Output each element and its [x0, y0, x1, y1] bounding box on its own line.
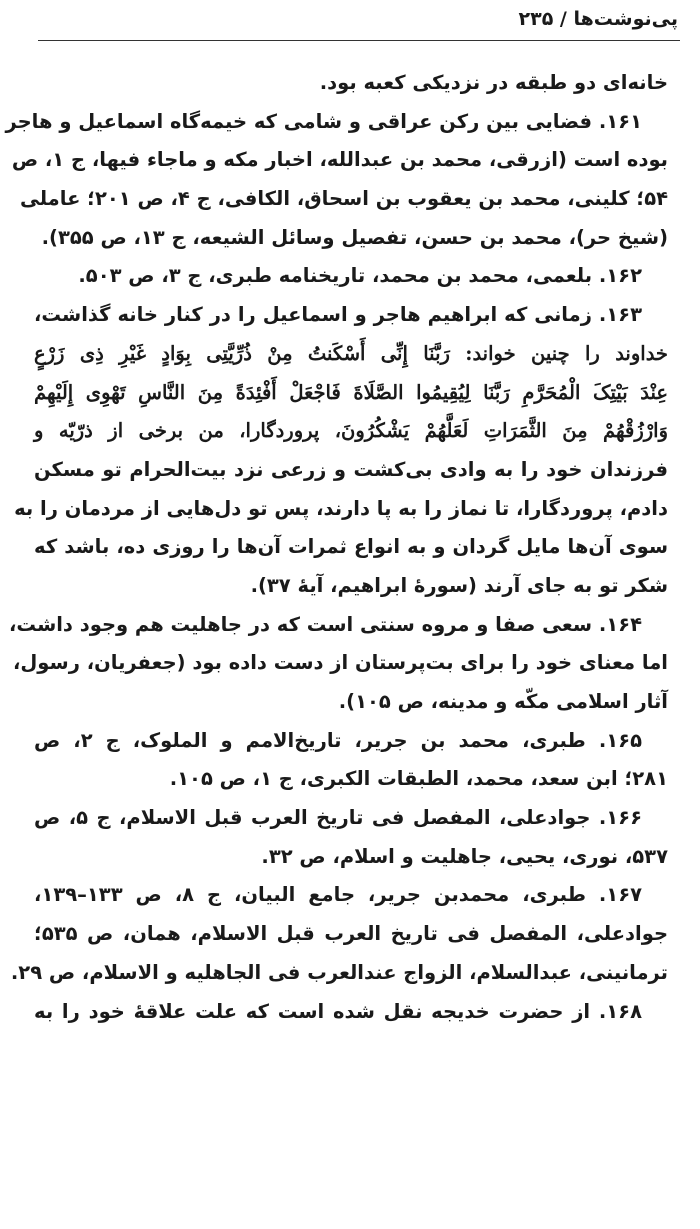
text-line: ۱۶۱. فضایی بین رکن عراقی و شامی که خیمه‌گاه اسماعیل و هاجر — [5, 109, 642, 133]
notes-body — [5, 64, 668, 1031]
text-line: خداوند را چنین خواند: رَبَّنَا إِنِّی أَسْکَنتُ مِنْ ذُرِّیَّتِی بِوَادٍ غَیْرِ ذِی زَرْعٍ — [34, 341, 668, 365]
text-line: خانه‌ای دو طبقه در نزدیکی کعبه بود. — [319, 71, 668, 94]
text-line: اما معنای خود را برای بت‌پرستان از دست داده بود (جعفریان، رسول، — [12, 651, 668, 675]
text-line: عِنْدَ بَیْتِکَ الْمُحَرَّمِ رَبَّنَا لِیُقِیمُوا الصَّلَاةَ فَاجْعَلْ أَفْئِدَةً مِنَ النَّاسِ تَهْوِی إِلَیْهِمْ — [34, 380, 668, 404]
text-line: جوادعلی، المفصل فی تاریخ العرب قبل الاسلام، همان، ص ۵۳۵؛ — [34, 922, 668, 946]
text-line: شکر تو به جای آرند (سورهٔ ابراهیم، آیهٔ ۳۷). — [250, 573, 668, 597]
text-line: ۱۶۳. زمانی که ابراهیم هاجر و اسماعیل را در کنار خانه گذاشت، — [34, 303, 642, 327]
text-line: (شیخ حر)، محمد بن حسن، تفصیل وسائل الشیعه، ج ۱۳، ص ۳۵۵). — [41, 225, 668, 249]
text-line: ۱۶۲. بلعمی، محمد بن محمد، تاریخنامه طبری، ج ۳، ص ۵۰۳. — [78, 264, 642, 288]
text-line: ۱۶۴. سعی صفا و مروه سنتی است که در جاهلیت هم وجود داشت، — [9, 612, 642, 636]
text-line: ۵۴؛ کلینی، محمد بن یعقوب بن اسحاق، الکافی، ج ۴، ص ۲۰۱؛ عاملی — [19, 187, 668, 211]
text-line: بوده است (ازرقی، محمد بن عبدالله، اخبار مکه و ماجاء فیها، ج ۱، ص — [11, 148, 668, 172]
text-line: ترمانینی، عبدالسلام، الزواج عندالعرب فی الجاهلیه و الاسلام، ص ۲۹. — [10, 960, 668, 984]
text-line: سوی آن‌ها مایل گردان و به انواع ثمرات آن‌ها را روزی ده، باشد که — [34, 535, 668, 559]
text-line: ۱۶۶. جوادعلی، المفصل فی تاریخ العرب قبل الاسلام، ج ۵، ص — [34, 806, 642, 830]
running-header: پی‌نوشت‌ها / ۲۳۵ — [518, 8, 678, 30]
text-line: ۱۶۷. طبری، محمدبن جریر، جامع البیان، ج ۸، ص ۱۳۳–۱۳۹، — [34, 883, 643, 907]
header-rule — [38, 40, 680, 41]
text-line: ۲۸۱؛ ابن سعد، محمد، الطبقات الکبری، ج ۱، ص ۱۰۵. — [169, 767, 668, 791]
text-line: دادم، پروردگارا، تا نماز را به پا دارند، پس تو دل‌هایی از مردمان را به — [14, 496, 668, 520]
text-line: ۵۳۷، نوری، یحیی، جاهلیت و اسلام، ص ۳۲. — [261, 844, 668, 868]
text-line: فرزندان خود را به وادی بی‌کشت و زرعی نزد بیت‌الحرام تو مسکن — [34, 457, 668, 481]
text-line: آثار اسلامی مکّه و مدینه، ص ۱۰۵). — [338, 690, 668, 713]
text-line: ۱۶۵. طبری، محمد بن جریر، تاریخ‌الامم و الملوک، ج ۲، ص — [34, 728, 642, 752]
text-line: وَارْزُقْهُمْ مِنَ الثَّمَرَاتِ لَعَلَّهُمْ یَشْکُرُونَ، پروردگارا، من برخی از ذرّیّه و — [34, 419, 668, 443]
text-line: ۱۶۸. از حضرت خدیجه نقل شده است که علت علاقهٔ خود را به — [34, 999, 642, 1023]
